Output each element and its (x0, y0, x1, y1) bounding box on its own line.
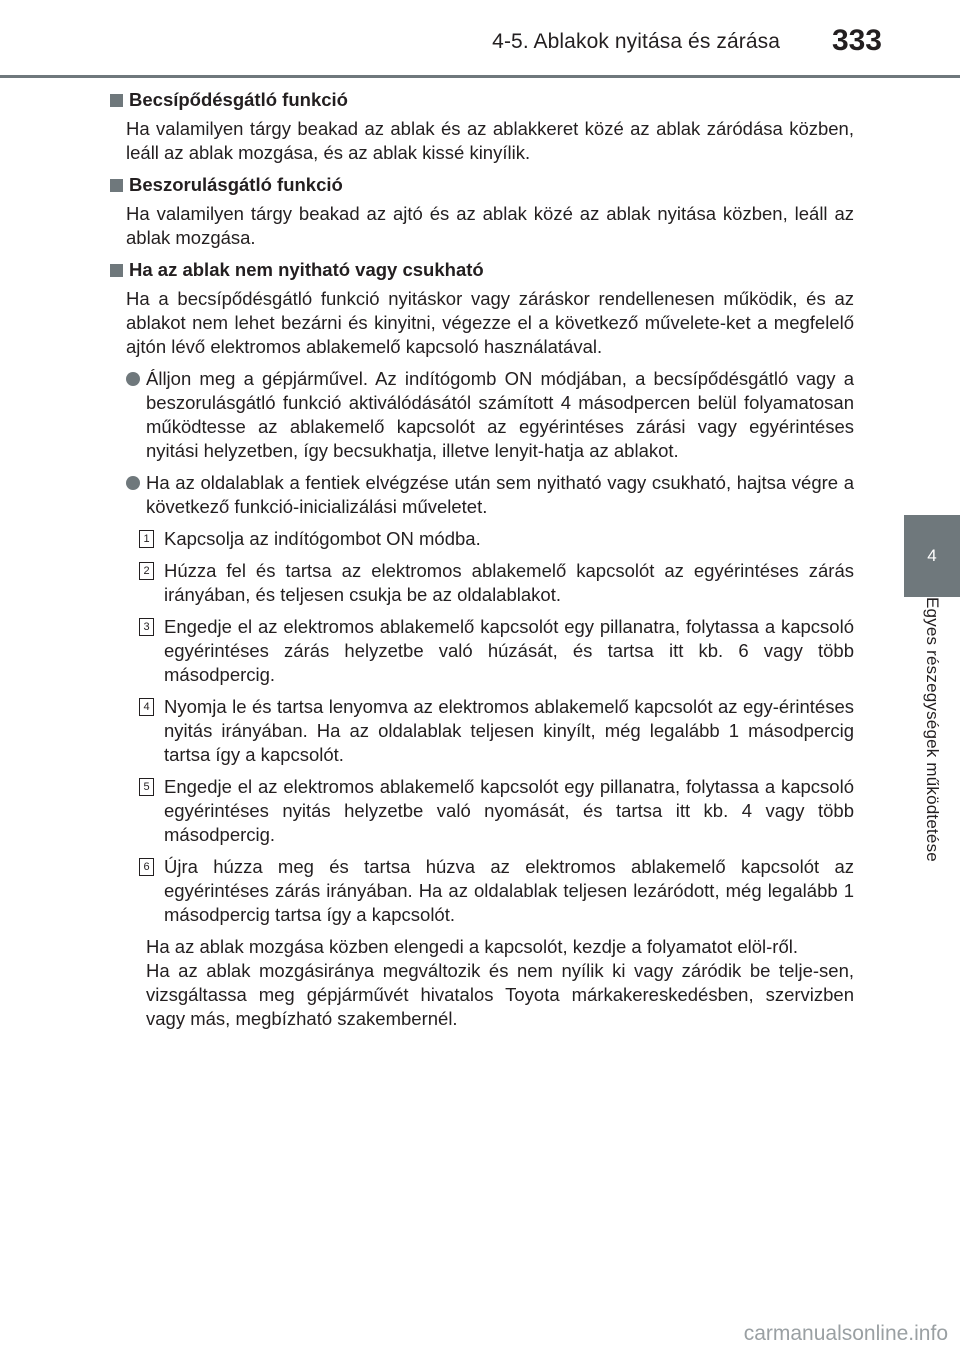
bullet-text: Ha az oldalablak a fentiek elvégzése után sem nyitható vagy csukható, hajtsa végre a következő funkció-inicializálási műveletet. (146, 472, 854, 517)
step-number-icon: 6 (139, 858, 154, 876)
note-text: Ha az ablak mozgása közben elengedi a kapcsolót, kezdje a folyamatot elöl-ről. (146, 936, 798, 957)
circle-bullet-icon (126, 476, 140, 490)
step-number-icon: 3 (139, 618, 154, 636)
note-text: Ha az ablak mozgásiránya megváltozik és nem nyílik ki vagy záródik be telje-sen, vizsgáltassa meg gépjárművét hivatalos Toyota márkakereskedésben, szervizben vagy más, megbízható szakembernél. (146, 960, 854, 1029)
step-text: Kapcsolja az indítógombot ON módba. (164, 528, 481, 549)
step-item (143, 775, 854, 847)
page-number: 333 (831, 24, 882, 57)
section-heading-text: Becsípődésgátló funkció (129, 89, 348, 110)
bullet-item (126, 367, 854, 463)
square-bullet-icon (110, 179, 123, 192)
step-item (143, 559, 854, 607)
step-text: Engedje el az elektromos ablakemelő kapcsolót egy pillanatra, folytassa a kapcsoló egyérintéses nyitás helyzetbe való nyomását, és tartsa itt kb. 4 vagy több másodpercig. (164, 776, 854, 845)
section-paragraph: Ha a becsípődésgátló funkció nyitáskor vagy záráskor rendellenesen működik, és az ablakot nem lehet bezárni és kinyitni, végezze el a következő művelete-ket a megfelelő ajtón lévő elektromos ablakemelő kapcsoló használatával. (126, 288, 854, 357)
step-number-icon: 5 (139, 778, 154, 796)
section-paragraph: Ha valamilyen tárgy beakad az ablak és az ablakkeret közé az ablak záródása közben, leáll az ablak mozgása, és az ablak kissé kinyílik. (126, 118, 854, 163)
section-heading (108, 88, 854, 112)
section-heading-text: Beszorulásgátló funkció (129, 174, 343, 195)
section-paragraph: Ha valamilyen tárgy beakad az ajtó és az ablak közé az ablak nyitása közben, leáll az ablak mozgása. (126, 203, 854, 248)
chapter-tab: 4 (904, 515, 960, 597)
bullet-text: Álljon meg a gépjárművel. Az indítógomb ON módjában, a becsípődésgátló vagy a beszorulásgátló funkció aktiválódásától számított 4 másodpercen belül folyamatosan működtesse az ablakemelő kapcsolót az egyérintéses zárási vagy egyérintéses nyitási helyzetben, így becsukhatja, illetve lenyit-hatja az ablakot. (146, 368, 854, 461)
chapter-label-text: Egyes részegységek működtetése (923, 597, 942, 862)
main-content (108, 88, 854, 1031)
section-heading (108, 173, 854, 197)
step-item (143, 695, 854, 767)
page-header (0, 0, 960, 80)
step-text: Nyomja le és tartsa lenyomva az elektromos ablakemelő kapcsolót az egy-érintéses nyitás irányában. Ha az oldalablak teljesen kinyílt, még legalább 1 másodpercig tartsa így a kapcsolót. (164, 696, 854, 765)
watermark: carmanualsonline.info (743, 1322, 948, 1345)
step-number-icon: 1 (139, 530, 154, 548)
circle-bullet-icon (126, 372, 140, 386)
section-heading (108, 258, 854, 282)
step-item (143, 855, 854, 927)
section-heading-text: Ha az ablak nem nyitható vagy csukható (129, 259, 484, 280)
bullet-item (126, 471, 854, 519)
step-item (143, 527, 854, 551)
square-bullet-icon (110, 264, 123, 277)
step-text: Újra húzza meg és tartsa húzva az elektromos ablakemelő kapcsolót az egyérintéses zárás irányában. Ha az oldalablak teljesen lezáródott, még legalább 1 másodpercig tartsa így a kapcsolót. (164, 856, 854, 925)
step-number-icon: 4 (139, 698, 154, 716)
step-item (143, 615, 854, 687)
square-bullet-icon (110, 94, 123, 107)
step-number-icon: 2 (139, 562, 154, 580)
header-rule (0, 75, 960, 78)
chapter-label (904, 597, 960, 927)
section-title: 4-5. Ablakok nyitása és zárása (492, 30, 780, 53)
step-text: Húzza fel és tartsa az elektromos ablakemelő kapcsolót az egyérintéses zárás irányában, és teljesen csukja be az oldalablakot. (164, 560, 854, 605)
step-text: Engedje el az elektromos ablakemelő kapcsolót egy pillanatra, folytassa a kapcsoló egyérintéses zárás helyzetbe való húzását, és tartsa itt kb. 6 vagy több másodpercig. (164, 616, 854, 685)
note-block (146, 935, 854, 1031)
